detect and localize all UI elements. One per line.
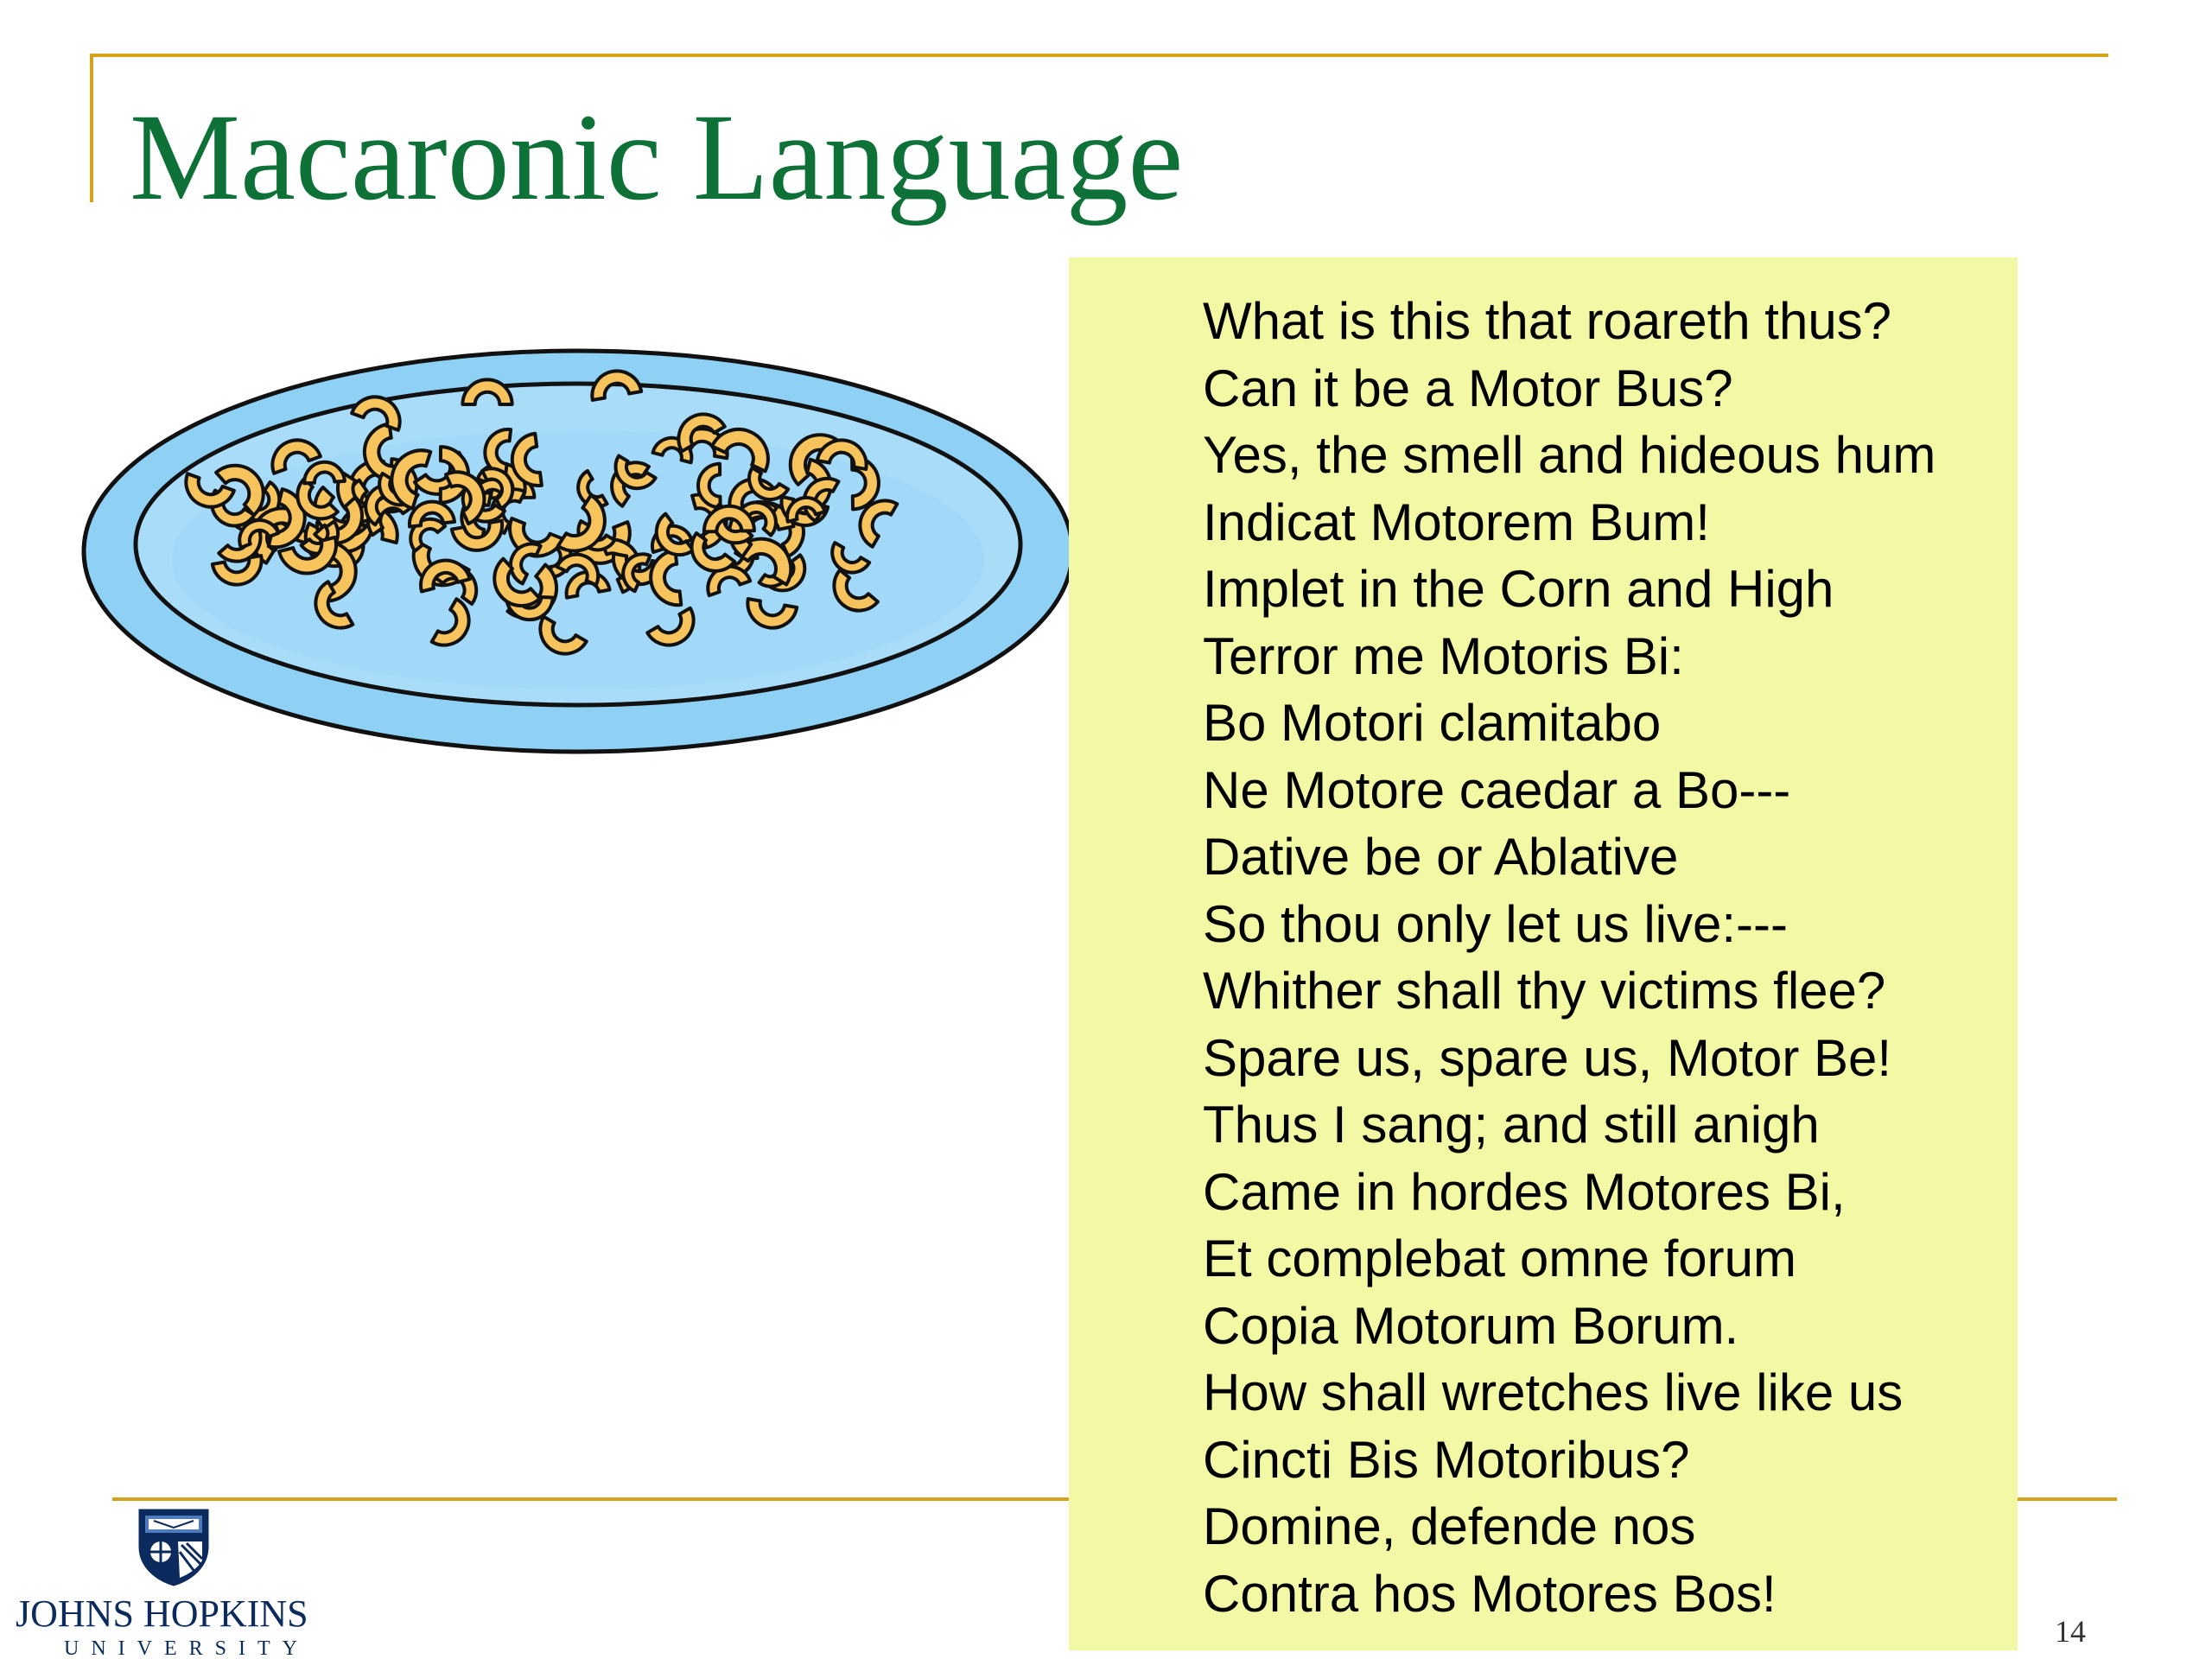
poem-line: Implet in the Corn and High (1203, 560, 1834, 618)
poem-line: How shall wretches live like us (1203, 1363, 1904, 1421)
poem-line: Can it be a Motor Bus? (1203, 359, 1733, 417)
poem-line: Copia Motorum Borum. (1203, 1296, 1739, 1355)
poem-line: Whither shall thy victims flee? (1203, 962, 1886, 1020)
jhu-shield-icon (137, 1507, 211, 1586)
university-logo (16, 1507, 344, 1659)
left-rule (90, 54, 93, 202)
poem-line: Came in hordes Motores Bi, (1203, 1162, 1846, 1221)
poem-line: Terror me Motoris Bi: (1203, 626, 1684, 685)
poem-line: Et complebat omne forum (1203, 1230, 1796, 1287)
logo-subtitle: UNIVERSITY (64, 1637, 309, 1659)
poem-line: Cincti Bis Motoribus? (1203, 1430, 1690, 1489)
page-number: 14 (2055, 1614, 2086, 1649)
poem-line: Indicat Motorem Bum! (1203, 493, 1710, 551)
top-rule (92, 54, 2108, 57)
poem-line: Thus I sang; and still anigh (1203, 1096, 1820, 1154)
poem-line: Bo Motori clamitabo (1203, 694, 1662, 752)
logo-name: JOHNS HOPKINS (16, 1592, 308, 1635)
poem-line: Yes, the smell and hideous hum (1203, 426, 1936, 484)
poem-line: Contra hos Motores Bos! (1203, 1564, 1777, 1623)
poem-line: What is this that roareth thus? (1203, 292, 1892, 350)
poem-line: Spare us, spare us, Motor Be! (1203, 1028, 1892, 1087)
poem-line: Ne Motore caedar a Bo--- (1203, 760, 1791, 819)
poem-line: Dative be or Ablative (1203, 828, 1679, 886)
macaroni-plate-icon (81, 344, 1075, 759)
poem-line: Domine, defende nos (1203, 1497, 1696, 1555)
poem-line: So thou only let us live:--- (1203, 894, 1788, 953)
poem (1203, 288, 1936, 1627)
slide-title: Macaronic Language (130, 89, 1184, 226)
